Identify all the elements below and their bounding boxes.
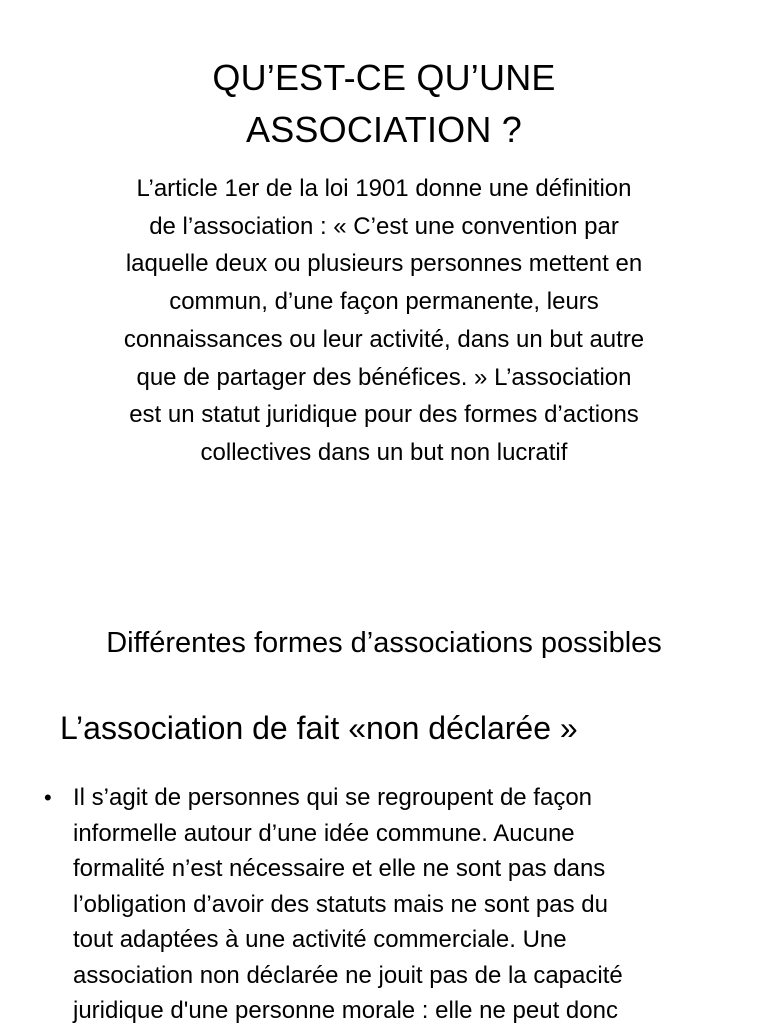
title-line-2: ASSOCIATION ? — [246, 109, 522, 150]
section-heading: Différentes formes d’associations possibles — [106, 627, 662, 659]
definition-paragraph — [40, 170, 728, 472]
definition-line: commun, d’une façon permanente, leurs — [169, 288, 599, 316]
bullet-list — [0, 780, 768, 1029]
page-title — [0, 52, 768, 156]
bullet-line: association non déclarée ne jouit pas de la capacité — [73, 961, 623, 989]
bullet-line: formalité n’est nécessaire et elle ne sont pas dans — [73, 855, 606, 882]
title-line-1: QU’EST-CE QU’UNE — [212, 57, 556, 98]
definition-line: connaissances ou leur activité, dans un but autre — [123, 325, 645, 353]
bullet-line: Il s’agit de personnes qui se regroupent de façon — [73, 784, 593, 811]
definition-line: collectives dans un but non lucratif — [200, 438, 568, 466]
bullet-icon: • — [44, 785, 52, 810]
definition-line: que de partager des bénéfices. » L’association — [136, 363, 632, 391]
bullet-line: tout adaptées à une activité commerciale. Une — [73, 926, 567, 953]
list-item — [0, 780, 713, 1029]
section-subheading: L’association de fait «non déclarée » — [60, 710, 578, 746]
definition-line: laquelle deux ou plusieurs personnes mettent en — [125, 250, 643, 278]
definition-line: de l’association : « C’est une convention par — [149, 212, 619, 240]
bullet-line: l’obligation d’avoir des statuts mais ne sont pas du — [73, 890, 608, 918]
definition-line: L’article 1er de la loi 1901 donne une définition — [136, 175, 632, 202]
bullet-text — [73, 780, 713, 1029]
bullet-line: juridique d'une personne morale : elle ne peut donc — [73, 997, 618, 1024]
bullet-line: informelle autour d’une idée commune. Aucune — [73, 819, 575, 847]
definition-line: est un statut juridique pour des formes d’actions — [129, 401, 639, 429]
